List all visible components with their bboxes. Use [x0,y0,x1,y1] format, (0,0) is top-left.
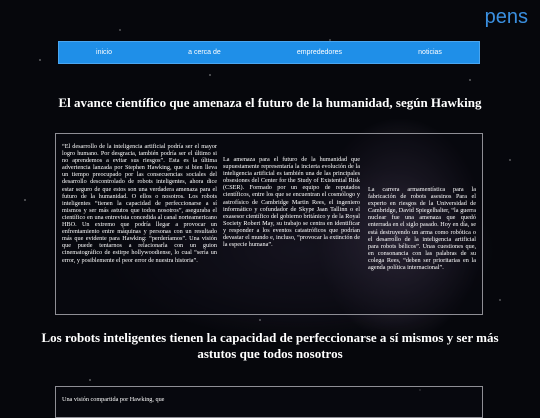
headline-robots: Los robots inteligentes tienen la capacidad de perfeccionarse a sí mismos y ser más astutos que todos nosotros [41,330,499,361]
article-column-2: La amenaza para el futuro de la humanidad que supuestamente representaría la incierta evolución de la inteligencia artificial es también una de las principales obsesiones del Center for the Study of Existential Risk (CSER). Formado por un equipo de reputados científicos, entre los que se encuentran el cosmólogo y astrofísico de Cambridge Martin Rees, el ingeniero informático y cofundador de Skype Jaan Tallinn o el exasesor científico del gobierno británico y de la Royal Society Robert May, su trabajo se centra en identificar y responder a los eventos catastróficos que podrían devastar el mundo e, incluso, “provocar la extinción de la especie humana”. [223,156,360,249]
article-column-1: “El desarrollo de la inteligencia artificial podría ser el mayor logro humano. Por desgracia, también podría ser el último si no aprendemos a evitar sus riesgos”. Esta es la última advertencia lanzada por Stephen Hawking, que si bien lleva un tiempo preocupado por las consecuencias sociales del desarrollo descontrolado de robots inteligentes, ahora dice estar seguro de que estos son una verdadera amenaza para el futuro de la humanidad. O ellos o nosotros. Los robots inteligentes “tienen la capacidad de perfeccionarse a sí mismos y ser más astutos que todos nosotros”, aseguraba el científico en una entrevista concedida al canal norteamericano HBO. Un extremo que podría llegar a provocar un enfrentamiento entre máquinas y personas con un resultado más que evidente para Hawking: “perderíamos”. Una visión que puede tentarnos a relacionarla con un guion cinematográfico de estirpe hollywoodiense, lo cual “sería un error, y posiblemente el peor error de nuestra historia”. [62,143,217,264]
site-logo[interactable]: pens [484,6,528,28]
article-box-2 [55,386,483,418]
main-navbar [58,41,480,64]
article-column-3: La carrera armamentística para la fabricación de robots asesinos Para el experto en riesgos de la Universidad de Cambridge, David Spiegelhalter, “la guerra nuclear fue una amenaza que quedó enterrada en el siglo pasado. Hoy en día, se está destruyendo un arma como robótica o el desarrollo de la inteligencia artificial para robots bélicos”. Unas cuestiones que, en consonancia con las palabras de su colega Rees, “deben ser prioritarias en la agenda política internacional”. [368,186,476,272]
article2-column-1: Una visión compartida por Hawking, que [62,396,165,403]
nav-item-a-cerca-de[interactable]: a cerca de [188,49,221,56]
nav-item-noticias[interactable]: noticias [418,49,442,56]
nav-item-emprededores[interactable]: emprededores [296,49,343,56]
article-box-1 [55,133,483,315]
headline-hawking: El avance científico que amenaza el futuro de la humanidad, según Hawking [58,95,482,110]
nav-item-inicio[interactable]: inicio [96,49,112,56]
